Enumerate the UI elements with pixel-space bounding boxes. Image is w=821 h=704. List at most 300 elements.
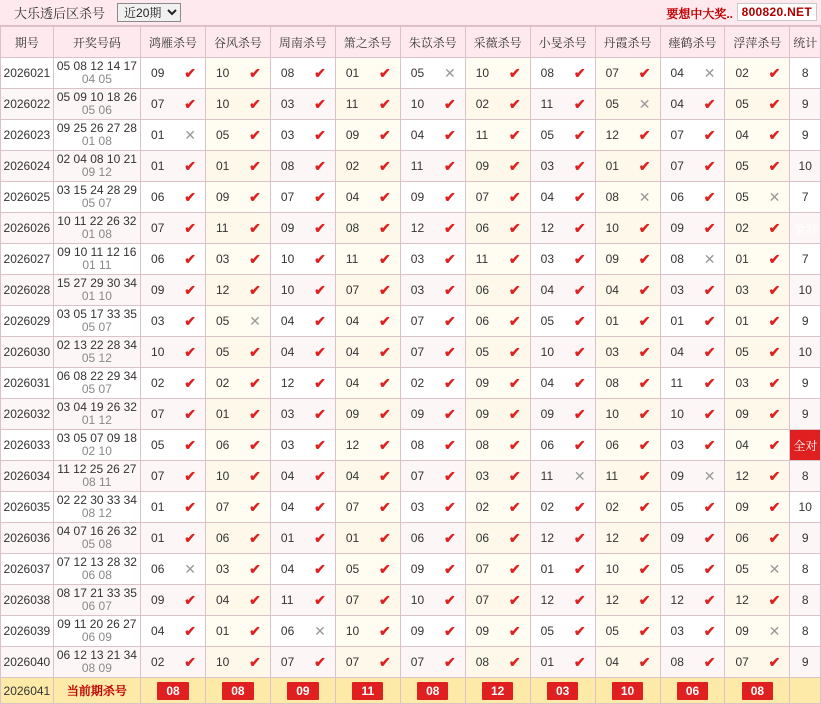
kill-number-value: 11 [215, 221, 229, 235]
cell-kill-number [530, 523, 595, 554]
cell-kill-number [465, 368, 530, 399]
check-icon: ✔ [508, 530, 521, 546]
cell-issue: 2026030 [1, 337, 54, 368]
check-icon: ✔ [443, 251, 456, 267]
cell-kill-number [465, 244, 530, 275]
cell-kill-number [270, 585, 335, 616]
kill-number-value: 10 [410, 593, 425, 607]
kill-number-value: 08 [670, 252, 684, 266]
kill-number-value: 04 [605, 283, 619, 297]
cell-kill-number [400, 120, 465, 151]
cell-kill-number [270, 523, 335, 554]
check-icon: ✔ [768, 96, 781, 112]
check-icon: ✔ [768, 251, 781, 267]
check-icon: ✔ [314, 189, 326, 205]
col-stat: 统计 [790, 27, 821, 58]
kill-number-value: 09 [670, 221, 684, 235]
check-icon: ✔ [703, 406, 716, 422]
check-icon: ✔ [573, 344, 586, 360]
cell-stat: 9 [790, 647, 821, 678]
kill-number-value: 03 [280, 407, 295, 421]
check-icon: ✔ [314, 375, 326, 391]
check-icon: ✔ [638, 127, 651, 143]
kill-number-value: 12 [670, 593, 684, 607]
cell-kill-number [205, 430, 270, 461]
cell-kill-number [335, 430, 400, 461]
kill-number-value: 09 [410, 562, 425, 576]
check-icon: ✔ [249, 158, 261, 174]
kill-number-value: 04 [280, 314, 295, 328]
cell-kill-number [205, 492, 270, 523]
kill-number-value: 09 [215, 190, 230, 204]
check-icon: ✔ [314, 220, 326, 236]
kill-number-value: 01 [215, 159, 230, 173]
check-icon: ✔ [443, 220, 456, 236]
kill-number-value: 07 [345, 593, 360, 607]
cell-kill-number [141, 585, 206, 616]
cell-kill-number [270, 213, 335, 244]
kill-number-value: 10 [605, 407, 619, 421]
kill-number-value: 12 [605, 593, 619, 607]
cell-issue: 2026039 [1, 616, 54, 647]
check-icon: ✔ [768, 220, 781, 236]
check-icon: ✔ [443, 375, 456, 391]
check-icon: ✔ [379, 499, 391, 515]
cell-kill-number [400, 492, 465, 523]
kill-number-value: 04 [280, 345, 295, 359]
cell-stat: 全对 [790, 213, 821, 244]
cell-kill-number [725, 89, 790, 120]
kill-number-value: 07 [151, 469, 165, 483]
check-icon: ✔ [314, 313, 326, 329]
kill-number-value: 07 [410, 469, 425, 483]
check-icon: ✔ [573, 313, 586, 329]
kill-number-value: 04 [540, 283, 555, 297]
kill-number-value: 07 [475, 562, 490, 576]
cell-kill-number [660, 337, 725, 368]
cell-kill-number [205, 151, 270, 182]
check-icon: ✔ [638, 158, 651, 174]
check-icon: ✔ [573, 561, 586, 577]
cell-kill-number [660, 616, 725, 647]
check-icon: ✔ [573, 189, 586, 205]
kill-number-value: 03 [735, 376, 749, 390]
kill-number-value: 04 [735, 438, 749, 452]
brand-badge: 800820.NET [737, 3, 817, 21]
cell-stat: 7 [790, 244, 821, 275]
cell-kill-number [335, 523, 400, 554]
kill-number-value: 09 [475, 159, 490, 173]
kill-number-value: 03 [280, 438, 295, 452]
cell-kill-number [141, 306, 206, 337]
check-icon: ✔ [184, 406, 196, 422]
cell-kill-number [660, 523, 725, 554]
kill-number-value: 10 [151, 345, 165, 359]
kill-number-value: 09 [475, 407, 490, 421]
cell-kill-number [400, 58, 465, 89]
kill-number-value: 05 [215, 128, 230, 142]
kill-number-value: 12 [215, 283, 230, 297]
check-icon: ✔ [184, 530, 196, 546]
cross-icon: ✕ [443, 65, 456, 81]
kill-number-value: 11 [540, 97, 554, 111]
kill-number-value: 01 [280, 531, 295, 545]
kill-number-value: 09 [605, 252, 619, 266]
check-icon: ✔ [443, 623, 456, 639]
cell-kill-number [595, 430, 660, 461]
cell-kill-number [595, 461, 660, 492]
kill-number-value: 06 [215, 438, 230, 452]
check-icon: ✔ [768, 437, 781, 453]
kill-number-value: 02 [151, 376, 165, 390]
check-icon: ✔ [379, 406, 391, 422]
cell-kill-number [270, 492, 335, 523]
table-row [1, 244, 821, 275]
check-icon: ✔ [638, 530, 651, 546]
check-icon: ✔ [249, 375, 261, 391]
check-icon: ✔ [184, 220, 196, 236]
check-icon: ✔ [443, 127, 456, 143]
check-icon: ✔ [768, 127, 781, 143]
check-icon: ✔ [379, 251, 391, 267]
kill-number-value: 11 [345, 252, 359, 266]
kill-number-value: 02 [410, 376, 425, 390]
cross-icon: ✕ [573, 468, 586, 484]
check-icon: ✔ [703, 499, 716, 515]
kill-number-value: 01 [605, 159, 619, 173]
check-icon: ✔ [379, 592, 391, 608]
kill-number-value: 12 [540, 221, 555, 235]
check-icon: ✔ [768, 530, 781, 546]
table-row [1, 182, 821, 213]
cell-draw-numbers: 10 11 22 26 32 01 08 [53, 213, 140, 244]
cell-kill-number [725, 399, 790, 430]
check-icon: ✔ [314, 499, 326, 515]
cell-draw-numbers: 15 27 29 30 34 01 10 [53, 275, 140, 306]
check-icon: ✔ [443, 282, 456, 298]
check-icon: ✔ [768, 344, 781, 360]
cell-kill-number [530, 399, 595, 430]
check-icon: ✔ [573, 654, 586, 670]
kill-number-value: 04 [345, 314, 360, 328]
check-icon: ✔ [249, 468, 261, 484]
cell-kill-number [465, 647, 530, 678]
kill-number-value: 01 [735, 314, 749, 328]
cell-kill-number [725, 244, 790, 275]
cell-draw-numbers: 02 22 30 33 34 08 12 [53, 492, 140, 523]
check-icon: ✔ [638, 375, 651, 391]
check-icon: ✔ [184, 468, 196, 484]
cell-kill-number [660, 585, 725, 616]
cell-kill-number [141, 647, 206, 678]
cell-issue: 2026028 [1, 275, 54, 306]
kill-number-value: 05 [605, 624, 619, 638]
cell-stat: 9 [790, 89, 821, 120]
cell-current-kill [595, 678, 660, 704]
cell-issue: 2026036 [1, 523, 54, 554]
cell-draw-numbers: 03 04 19 26 32 01 12 [53, 399, 140, 430]
kill-number-value: 02 [735, 66, 749, 80]
cell-kill-number [595, 89, 660, 120]
kill-number-value: 08 [605, 190, 619, 204]
check-icon: ✔ [249, 561, 261, 577]
check-icon: ✔ [508, 592, 521, 608]
kill-number-value: 04 [280, 469, 295, 483]
kill-number-value: 09 [475, 624, 490, 638]
kill-number-value: 12 [540, 593, 555, 607]
table-row [1, 151, 821, 182]
kill-number-value: 03 [540, 159, 555, 173]
check-icon: ✔ [573, 251, 586, 267]
check-icon: ✔ [379, 654, 391, 670]
kill-number-value: 11 [475, 252, 489, 266]
kill-number-value: 05 [540, 314, 555, 328]
cell-current-kill [270, 678, 335, 704]
cell-issue: 2026032 [1, 399, 54, 430]
cell-current-kill [335, 678, 400, 704]
cell-kill-number [660, 213, 725, 244]
cell-kill-number [141, 461, 206, 492]
cell-kill-number [530, 58, 595, 89]
check-icon: ✔ [638, 313, 651, 329]
check-icon: ✔ [508, 654, 521, 670]
cell-kill-number [725, 647, 790, 678]
kill-number-value: 03 [410, 283, 425, 297]
check-icon: ✔ [249, 65, 261, 81]
cell-kill-number [335, 554, 400, 585]
cell-kill-number [205, 368, 270, 399]
kill-number-value: 12 [410, 221, 425, 235]
kill-number-value: 12 [540, 531, 555, 545]
cell-kill-number [270, 616, 335, 647]
kill-number-value: 09 [410, 407, 425, 421]
cell-kill-number [400, 213, 465, 244]
cell-kill-number [270, 244, 335, 275]
kill-number-value: 09 [670, 531, 684, 545]
kill-number-value: 08 [475, 438, 490, 452]
table-row [1, 461, 821, 492]
cell-kill-number [465, 461, 530, 492]
cell-kill-number [270, 554, 335, 585]
check-icon: ✔ [768, 406, 781, 422]
cell-kill-number [725, 430, 790, 461]
check-icon: ✔ [249, 220, 261, 236]
check-icon: ✔ [314, 65, 326, 81]
check-icon: ✔ [703, 623, 716, 639]
cell-kill-number [270, 58, 335, 89]
cell-kill-number [725, 182, 790, 213]
cell-kill-number [595, 492, 660, 523]
cell-kill-number [660, 275, 725, 306]
kill-number-value: 09 [280, 221, 295, 235]
kill-number-value: 09 [345, 128, 360, 142]
check-icon: ✔ [508, 561, 521, 577]
cell-kill-number [725, 275, 790, 306]
check-icon: ✔ [314, 530, 326, 546]
kill-number-value: 08 [670, 655, 684, 669]
cell-kill-number [270, 337, 335, 368]
current-kill-badge: 03 [547, 682, 578, 700]
cell-draw-numbers: 09 10 11 12 16 01 11 [53, 244, 140, 275]
check-icon: ✔ [314, 561, 326, 577]
cell-stat: 9 [790, 399, 821, 430]
cell-kill-number [270, 120, 335, 151]
check-icon: ✔ [573, 623, 586, 639]
cell-kill-number [141, 182, 206, 213]
check-icon: ✔ [508, 344, 521, 360]
cell-stat: 10 [790, 151, 821, 182]
kill-number-value: 03 [410, 252, 425, 266]
check-icon: ✔ [638, 499, 651, 515]
cell-kill-number [530, 337, 595, 368]
cell-kill-number [595, 244, 660, 275]
cell-kill-number [725, 616, 790, 647]
kill-number-value: 03 [280, 97, 295, 111]
cell-kill-number [660, 120, 725, 151]
cell-kill-number [530, 492, 595, 523]
cell-issue: 2026034 [1, 461, 54, 492]
cell-kill-number [335, 182, 400, 213]
cell-issue: 2026031 [1, 368, 54, 399]
cell-kill-number [660, 554, 725, 585]
check-icon: ✔ [573, 158, 586, 174]
check-icon: ✔ [508, 313, 521, 329]
table-header-row [1, 27, 821, 58]
cell-kill-number [205, 182, 270, 213]
check-icon: ✔ [573, 375, 586, 391]
current-period-row [1, 678, 821, 704]
cell-kill-number [595, 151, 660, 182]
check-icon: ✔ [703, 158, 716, 174]
cell-draw-numbers: 03 15 24 28 29 05 07 [53, 182, 140, 213]
cell-kill-number [660, 151, 725, 182]
kill-number-value: 08 [280, 66, 295, 80]
cell-kill-number [530, 244, 595, 275]
cross-icon: ✕ [184, 561, 196, 577]
kill-number-value: 05 [735, 159, 749, 173]
kill-number-value: 06 [151, 252, 165, 266]
kill-number-value: 04 [345, 345, 360, 359]
check-icon: ✔ [249, 282, 261, 298]
kill-number-value: 03 [475, 469, 490, 483]
cell-kill-number [270, 306, 335, 337]
check-icon: ✔ [508, 158, 521, 174]
cell-kill-number [205, 213, 270, 244]
kill-number-value: 07 [410, 314, 425, 328]
check-icon: ✔ [379, 96, 391, 112]
cell-current-kill [465, 678, 530, 704]
period-select[interactable] [117, 3, 181, 22]
cell-draw-numbers: 04 07 16 26 32 05 08 [53, 523, 140, 554]
cell-kill-number [400, 554, 465, 585]
cell-kill-number [270, 647, 335, 678]
cell-stat: 10 [790, 337, 821, 368]
cell-kill-number [400, 585, 465, 616]
current-period-label [53, 678, 140, 704]
check-icon: ✔ [508, 406, 521, 422]
cell-stat: 10 [790, 492, 821, 523]
cell-issue: 2026037 [1, 554, 54, 585]
cell-issue: 2026021 [1, 58, 54, 89]
kill-number-value: 01 [540, 562, 555, 576]
check-icon: ✔ [703, 375, 716, 391]
cell-kill-number [141, 616, 206, 647]
kill-number-value: 10 [605, 221, 619, 235]
kill-number-value: 12 [735, 469, 749, 483]
check-icon: ✔ [508, 623, 521, 639]
kill-number-value: 04 [540, 376, 555, 390]
cell-kill-number [205, 616, 270, 647]
check-icon: ✔ [443, 499, 456, 515]
cell-kill-number [530, 213, 595, 244]
cell-kill-number [725, 461, 790, 492]
cell-kill-number [595, 523, 660, 554]
cell-kill-number [205, 523, 270, 554]
cell-kill-number [595, 585, 660, 616]
check-icon: ✔ [443, 158, 456, 174]
check-icon: ✔ [508, 499, 521, 515]
check-icon: ✔ [249, 499, 261, 515]
check-icon: ✔ [768, 313, 781, 329]
cross-icon: ✕ [768, 189, 781, 205]
check-icon: ✔ [379, 530, 391, 546]
kill-number-value: 07 [410, 655, 425, 669]
cell-kill-number [205, 244, 270, 275]
check-icon: ✔ [184, 65, 196, 81]
kill-number-value: 04 [345, 376, 360, 390]
cell-kill-number [400, 151, 465, 182]
cell-issue: 2026033 [1, 430, 54, 461]
current-kill-badge: 10 [612, 682, 643, 700]
cell-kill-number [465, 337, 530, 368]
cell-kill-number [400, 523, 465, 554]
cell-kill-number [141, 120, 206, 151]
cell-kill-number [205, 554, 270, 585]
cell-kill-number [465, 399, 530, 430]
col-kill-zhounan: 周南杀号 [270, 27, 335, 58]
cell-kill-number [595, 275, 660, 306]
kill-number-value: 07 [410, 345, 425, 359]
check-icon: ✔ [443, 654, 456, 670]
check-icon: ✔ [508, 96, 521, 112]
cell-kill-number [530, 585, 595, 616]
cross-icon: ✕ [768, 561, 781, 577]
cell-kill-number [335, 58, 400, 89]
cell-stat: 10 [790, 275, 821, 306]
kill-number-value: 05 [605, 97, 619, 111]
cell-kill-number [335, 647, 400, 678]
cell-issue: 2026038 [1, 585, 54, 616]
kill-number-value: 10 [670, 407, 684, 421]
check-icon: ✔ [314, 251, 326, 267]
cell-kill-number [660, 368, 725, 399]
kill-number-value: 07 [605, 66, 619, 80]
check-icon: ✔ [508, 375, 521, 391]
check-icon: ✔ [508, 282, 521, 298]
kill-number-value: 04 [670, 345, 684, 359]
cell-kill-number [725, 492, 790, 523]
kill-number-value: 03 [215, 562, 230, 576]
cell-kill-number [205, 120, 270, 151]
kill-number-value: 12 [605, 531, 619, 545]
check-icon: ✔ [249, 189, 261, 205]
cell-draw-numbers: 06 12 13 21 34 08 09 [53, 647, 140, 678]
kill-number-value: 05 [735, 97, 749, 111]
kill-number-value: 01 [540, 655, 555, 669]
kill-number-value: 12 [280, 376, 295, 390]
kill-number-value: 04 [540, 190, 555, 204]
kill-number-value: 05 [670, 562, 684, 576]
